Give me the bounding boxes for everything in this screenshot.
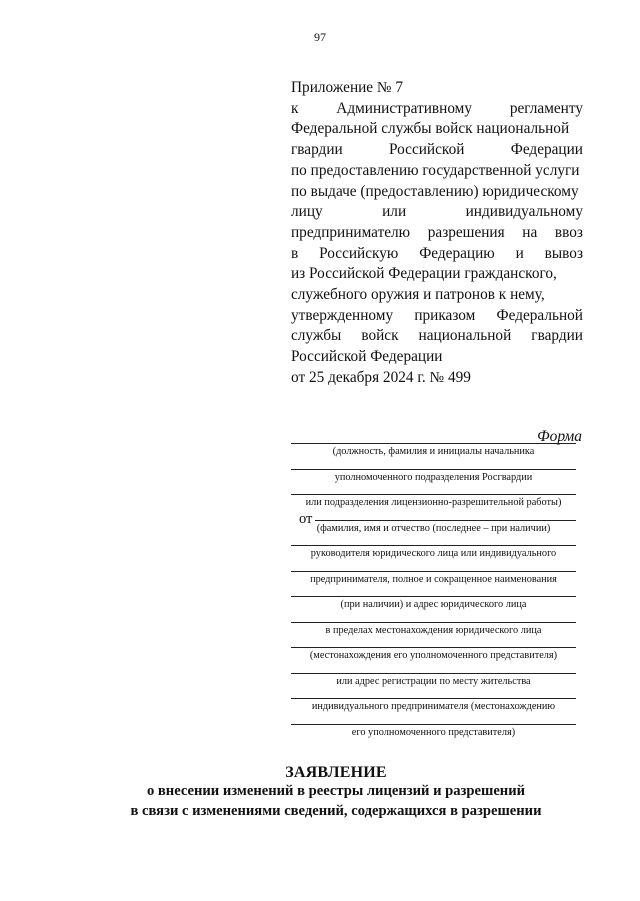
- fill-in-line: [291, 545, 576, 546]
- field-caption: индивидуального предпринимателя (местонахождению: [311, 701, 556, 712]
- appendix-line: [291, 99, 583, 120]
- appendix-word: и: [515, 244, 524, 262]
- statement-subtitle-line-1: о внесении изменений в реестры лицензий и разрешений: [146, 783, 526, 799]
- fill-in-line: [291, 469, 576, 470]
- appendix-word: лицу: [291, 203, 323, 221]
- appendix-word: разрешения: [427, 223, 505, 241]
- fill-in-line: [291, 596, 576, 597]
- statement-title: ЗАЯВЛЕНИЕ: [285, 764, 387, 781]
- appendix-line: [291, 202, 583, 223]
- field-caption: или адрес регистрации по месту жительства: [336, 675, 531, 687]
- appendix-line: Российской Федерации: [291, 348, 443, 366]
- page-number: 97: [314, 30, 326, 44]
- form-label: Форма: [537, 428, 582, 445]
- appendix-line: по предоставлению государственной услуги: [291, 161, 580, 179]
- addressee-row: [291, 670, 576, 696]
- appendix-word: гвардии: [531, 327, 583, 345]
- appendix-word: в: [291, 244, 299, 262]
- addressee-row: [291, 440, 576, 466]
- addressee-row: [291, 491, 576, 517]
- appendix-word: ввоз: [554, 223, 583, 241]
- appendix-title: Приложение № 7: [291, 79, 403, 96]
- field-caption: предпринимателя, полное и сокращенное наименования: [310, 573, 557, 585]
- fill-in-line: [315, 520, 576, 521]
- appendix-line: по выдаче (предоставлению) юридическому: [291, 182, 579, 200]
- addressee-row: [291, 568, 576, 594]
- fill-in-line: [291, 673, 576, 674]
- field-caption: (местонахождения его уполномоченного представителя): [309, 650, 558, 661]
- field-caption: уполномоченного подразделения Росгвардии: [334, 471, 533, 483]
- appendix-line: Федеральной службы войск национальной: [291, 120, 570, 138]
- addressee-row: [291, 721, 576, 747]
- appendix-line: [291, 140, 583, 161]
- appendix-word: Российскую: [319, 244, 399, 262]
- appendix-word: регламенту: [509, 99, 583, 117]
- field-caption: или подразделения лицензионно-разрешительной работы): [305, 497, 562, 508]
- appendix-word: Федерацию: [419, 244, 495, 262]
- statement-subtitle-line-2: в связи с изменениями сведений, содержащихся в разрешении: [130, 802, 542, 819]
- addressee-row: [291, 593, 576, 619]
- addressee-row: [291, 542, 576, 568]
- appendix-word: на: [522, 223, 538, 241]
- appendix-line: служебного оружия и патронов к нему,: [291, 286, 545, 304]
- field-caption: (должность, фамилия и инициалы начальника: [332, 446, 535, 457]
- appendix-word: Федерации: [510, 141, 583, 159]
- fill-in-line: [291, 647, 576, 648]
- addressee-row: [291, 510, 576, 543]
- appendix-word: Российской: [389, 141, 465, 159]
- appendix-heading: [291, 78, 583, 389]
- appendix-word: службы: [291, 327, 342, 345]
- appendix-word: приказом: [414, 306, 476, 324]
- appendix-word: индивидуальному: [465, 203, 583, 221]
- field-caption: (при наличии) и адрес юридического лица: [340, 599, 527, 610]
- appendix-word: войск: [361, 327, 399, 345]
- addressee-block: [291, 440, 576, 746]
- appendix-line: [291, 306, 583, 327]
- appendix-word: вывоз: [544, 244, 583, 262]
- fill-in-line: [291, 622, 576, 623]
- field-caption: (фамилия, имя и отчество (последнее – при наличии): [316, 522, 551, 534]
- fill-in-line: [291, 698, 576, 699]
- appendix-word: национальной: [418, 327, 512, 345]
- appendix-line: [291, 326, 583, 347]
- field-caption: его уполномоченного представителя): [351, 726, 516, 738]
- fill-in-line: [291, 443, 576, 444]
- appendix-word: Федеральной: [496, 306, 583, 324]
- appendix-word: предпринимателю: [291, 223, 411, 241]
- fill-in-line: [291, 571, 576, 572]
- from-label: от: [299, 510, 313, 527]
- field-caption: руководителя юридического лица или индивидуального: [310, 548, 557, 559]
- statement-heading: [0, 764, 640, 821]
- appendix-word: или: [382, 203, 407, 221]
- addressee-row: [291, 619, 576, 645]
- appendix-word: к: [291, 99, 299, 117]
- appendix-word: Административному: [336, 99, 473, 117]
- appendix-line: от 25 декабря 2024 г. № 499: [291, 368, 471, 386]
- appendix-word: гвардии: [291, 141, 343, 159]
- addressee-row: [291, 644, 576, 670]
- appendix-line: [291, 223, 583, 244]
- appendix-line: [291, 244, 583, 265]
- field-caption: в пределах местонахождения юридического лица: [325, 624, 542, 636]
- appendix-word: утвержденному: [291, 306, 394, 324]
- addressee-row: [291, 695, 576, 721]
- appendix-line: из Российской Федерации гражданского,: [291, 265, 557, 283]
- addressee-row: [291, 466, 576, 492]
- fill-in-line: [291, 494, 576, 495]
- fill-in-line: [291, 724, 576, 725]
